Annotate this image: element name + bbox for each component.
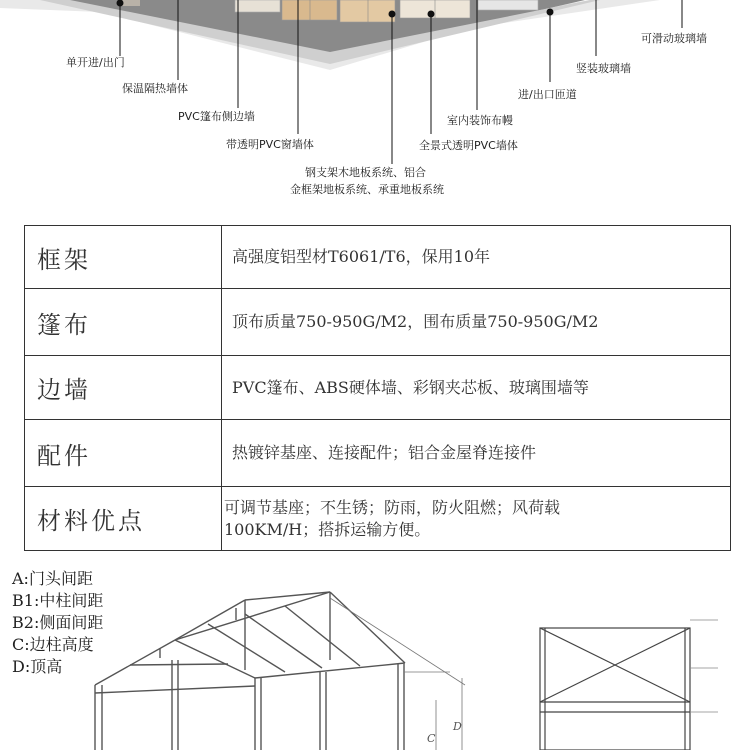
spec-label: 边墙 (25, 356, 222, 420)
spec-row-sidewall (25, 356, 731, 420)
legend-a: A:门头间距 (12, 569, 93, 588)
spec-label: 框架 (25, 226, 222, 289)
callout-floor-line1: 钢支架木地板系统、铝合 (305, 166, 426, 179)
spec-value (222, 487, 731, 551)
legend-c: C:边柱高度 (12, 635, 94, 654)
callout-panorama-wall: 全景式透明PVC墙体 (419, 139, 518, 152)
spec-value-line: 可调节基座；不生锈；防雨，防火阻燃；风荷载 (224, 497, 561, 517)
spec-label: 篷布 (25, 289, 222, 356)
callout-decor-curtain: 室内装饰布幔 (447, 114, 513, 127)
tent-frame-drawing (0, 560, 750, 750)
callout-pvc-side-wall: PVC篷布侧边墙 (178, 110, 255, 123)
legend-b2: B2:侧面间距 (12, 613, 104, 632)
spec-table (24, 225, 731, 551)
spec-value: PVC篷布、ABS硬体墙、彩钢夹芯板、玻璃围墙等 (222, 356, 731, 420)
spec-row-frame (25, 226, 731, 289)
spec-row-accessories (25, 420, 731, 487)
spec-value: 高强度铝型材T6061/T6，保用10年 (222, 226, 731, 289)
legend-d: D:顶高 (12, 657, 63, 676)
callout-pvc-window-wall: 带透明PVC窗墙体 (226, 138, 314, 151)
dimension-mark-d: D (453, 720, 462, 733)
dimension-mark-c: C (427, 732, 436, 745)
legend-b1: B1:中柱间距 (12, 591, 104, 610)
spec-value: 热镀锌基座、连接配件；铝合金屋脊连接件 (222, 420, 731, 487)
callout-sliding-glass: 可滑动玻璃墙 (641, 32, 707, 45)
callout-entry-door: 进/出口匝道 (518, 88, 577, 101)
spec-value-line: 100KM/H；搭拆运输方便。 (224, 519, 431, 539)
callout-insulated-wall: 保温隔热墙体 (122, 82, 188, 95)
callout-vertical-glass: 竖装玻璃墙 (576, 62, 631, 75)
spec-label: 配件 (25, 420, 222, 487)
spec-row-advantages (25, 487, 731, 551)
spec-value: 顶布质量750-950G/M2，围布质量750-950G/M2 (222, 289, 731, 356)
tent-illustration (0, 0, 750, 215)
spec-label: 材料优点 (25, 487, 222, 551)
spec-row-canvas (25, 289, 731, 356)
dimension-legend (12, 568, 103, 678)
dimension-diagram (0, 560, 750, 750)
callout-single-door: 单开进/出门 (66, 56, 125, 69)
callout-floor-line2: 金框架地板系统、承重地板系统 (290, 183, 444, 196)
